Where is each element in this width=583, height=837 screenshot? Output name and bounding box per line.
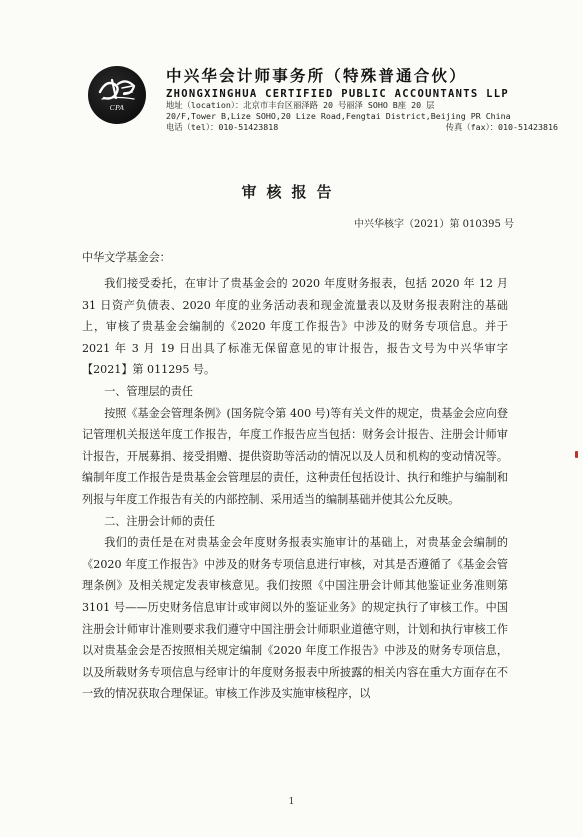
paragraph-intro: 我们接受委托，在审计了贵基金会的 2020 年度财务报表，包括 2020 年 12 月 31 日资产负债表、2020 年度的业务活动表和现金流量表以及财务报表附注的基础上，审核了贵基金会编制的《2020 年度工作报告》中涉及的财务专项信息。并于 2021 年 3 月 19 日出具了标准无保留意见的审计报告，报告文号为中兴华审字【2021】第 011295 号。 — [82, 277, 508, 377]
report-title: 审核报告 — [241, 183, 342, 201]
section-heading-auditor: 二、注册会计师的责任 — [104, 514, 216, 528]
firm-name-english: ZHONGXINGHUA CERTIFIED PUBLIC ACCOUNTANTS LLP — [166, 88, 509, 100]
section-heading-management: 一、管理层的责任 — [104, 384, 193, 398]
paragraph-auditor-responsibility: 我们的责任是在对贵基金会年度财务报表实施审计的基础上，对贵基金会编制的《2020 年度工作报告》中涉及的财务专项信息进行审核，对其是否遵循了《基金会管理条例》及相关规定发表审核意见。我们按照《中国注册会计师其他鉴证业务准则第 3101 号——历史财务信息审计或审阅以外的鉴证业务》的规定执行了审核工作。中国注册会计师审计准则要求我们遵守中国注册会计师职业道德守则，计划和执行审核工作以对贵基金会是否按照相关规定编制《2020 年度工作报告》中涉及的财务专项信息，以及所载财务专项信息与经审计的年度财务报表中所披露的相关内容在重大方面存在不一致的情况获取合理保证。审核工作涉及实施审核程序，以 — [82, 536, 508, 701]
logo-cpa-text: CPA — [109, 103, 125, 112]
contact-row — [166, 122, 558, 133]
document-number: 中兴华核字（2021）第 010395 号 — [354, 219, 514, 230]
logo-calligraphy-icon — [88, 66, 146, 124]
firm-logo — [88, 66, 146, 124]
firm-name-chinese: 中兴华会计师事务所（特殊普通合伙） — [166, 67, 467, 85]
paragraph-management-responsibility: 按照《基金会管理条例》(国务院令第 400 号)等有关文件的规定，贵基金会应向登记管理机关报送年度工作报告，年度工作报告应当包括：财务会计报告、注册会计师审计报告，开展募捐、接受捐赠、提供资助等活动的情况以及人员和机构的变动情况等。编制年度工作报告是贵基金会管理层的责任，这种责任包括设计、执行和维护与编制和列报与年度工作报告有关的内部控制、采用适当的编制基础并使其公允反映。 — [82, 406, 508, 506]
firm-info — [166, 64, 558, 133]
page-number: 1 — [288, 797, 295, 807]
salutation: 中华文学基金会： — [82, 251, 171, 264]
report-body — [82, 247, 508, 705]
address-line-1: 地址（location）：北京市丰台区丽泽路 20 号丽泽 SOHO B座 20 层 — [166, 100, 435, 110]
fax: 传真（fax）：010-51423816 — [445, 122, 558, 132]
margin-red-mark — [575, 451, 578, 458]
telephone: 电话（tel）：010-51423818 — [166, 122, 279, 132]
letterhead — [88, 56, 558, 152]
address-line-2: 20/F,Tower B,Lize SOHO,20 Lize Road,Fengtai District,Beijing PR China — [166, 111, 511, 121]
